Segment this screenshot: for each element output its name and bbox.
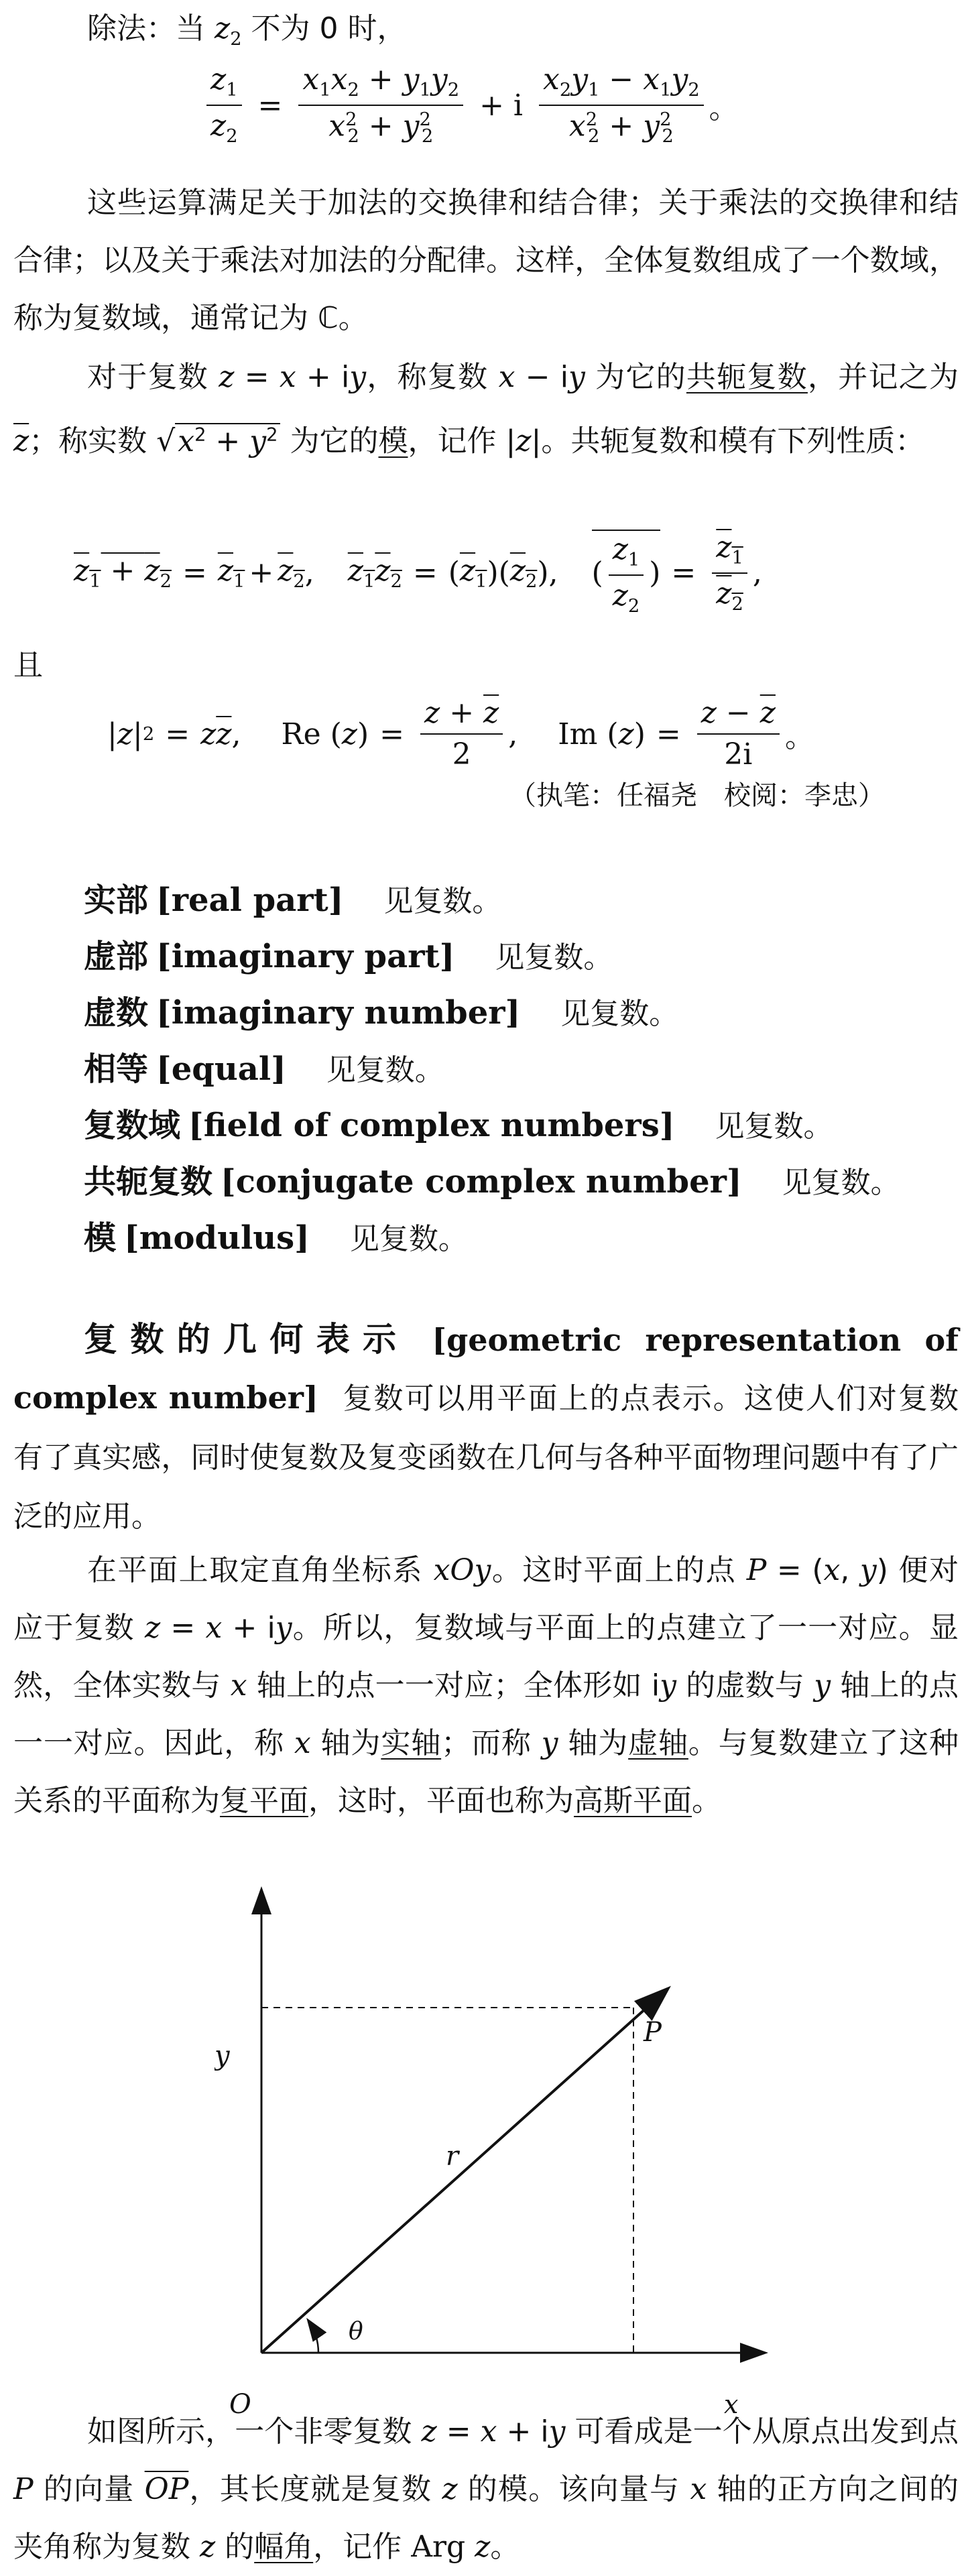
modulus-formula: | z | 2 = z $\overline{z}$ , Re ( z ) = $\frac{z + \overline{z}}{2}$ , Im ( z ) = $\frac{z - \overline{z}}{2i}$ 。 <box>107 696 814 772</box>
label-r: r <box>446 2141 459 2172</box>
division-intro: 除法：当 $z_2$ 不为 0 时， <box>87 11 407 50</box>
conjugate-term: 共轭复数 <box>686 360 808 394</box>
vector-paragraph: 如图所示，一个非零复数 z = x + iy 可看成是一个从原点出发到点 P 的向量 $\overline{OP}$，其长度就是复数 z 的模。该向量与 x 轴的正方向之间的夹角称为复数 z 的幅角，记作 Arg z。 <box>13 2414 959 2564</box>
plane-paragraph: 在平面上取定直角坐标系 xOy。这时平面上的点 P = (x, y) 便对应于复数 z = x + iy。所以，复数域与平面上的点建立了一一对应。显然，全体实数与 x 轴上的点一一对应；全体形如 iy 的虚数与 y 轴上的点一一对应。因此，称 x 轴为实轴；而称 y 轴为虚轴。与复数建立了这种关系的平面称为复平面，这时，平面也称为高斯平面。 <box>13 1553 959 1818</box>
term-modulus: 模 [modulus] 见复数。 <box>84 1219 468 1257</box>
conjugate-paragraph: 对于复数 z = x + iy，称复数 x − iy 为它的共轭复数，并记之为 $\overline{z}$；称实数 $√x^2 + y^2$ 为它的模，记作 |z|。共轭复数和模有下列性质： <box>13 360 959 458</box>
geometric-heading-en: [geometric representation of complex number] <box>13 1322 959 1416</box>
label-x: x <box>724 2390 739 2419</box>
imaginary-axis-term: 虚轴 <box>628 1726 688 1760</box>
real-axis-term: 实轴 <box>381 1726 442 1760</box>
term-field-of-complex-numbers: 复数域 [field of complex numbers] 见复数。 <box>84 1107 833 1144</box>
geometric-heading-zh: 复数的几何表示 <box>84 1320 410 1359</box>
term-imaginary-number: 虚数 [imaginary number] 见复数。 <box>84 994 679 1032</box>
and-word: 且 <box>13 648 43 682</box>
term-real-part: 实部 [real part] 见复数。 <box>84 881 502 919</box>
gauss-plane-term: 高斯平面 <box>574 1784 692 1818</box>
label-y: y <box>215 2040 230 2071</box>
argument-term: 幅角 <box>254 2530 314 2564</box>
division-formula: $\frac{z_1}{z_2}$ = $\frac{x_1x_2 + y_1y_2}{x^2_2 + y^2_2}$ + i $\frac{x_2y_1 - x_1y_2}{x^2_2 + y^2_2}$ 。 <box>201 64 739 147</box>
conjugate-properties-formula: $z_1 + z_2$ = $z_1$ + $z_2$ , $z_1z_2$ = ( $z_1$ )( $z_2$ ), ( $\frac{z_1}{z_2}$ ) = $\frac{z_1}{z_2}$ , <box>74 530 762 617</box>
theta-arc <box>308 2321 318 2353</box>
field-paragraph: 这些运算满足关于加法的交换律和结合律；关于乘法的交换律和结合律；以及关于乘法对加法的分配律。这样，全体复数组成了一个数域，称为复数域，通常记为 ℂ。 <box>13 186 959 335</box>
complex-plane-figure <box>215 1884 791 2420</box>
vector-op <box>261 1989 667 2353</box>
term-conjugate-complex-number: 共轭复数 [conjugate complex number] 见复数。 <box>84 1163 900 1201</box>
author-credit: （执笔：任福尧 校阅：李忠） <box>509 780 885 811</box>
label-o: O <box>229 2389 251 2420</box>
term-equal: 相等 [equal] 见复数。 <box>84 1050 444 1088</box>
label-p: P <box>644 2017 662 2048</box>
modulus-term: 模 <box>378 424 408 458</box>
complex-plane-term: 复平面 <box>220 1784 308 1818</box>
label-theta: θ <box>349 2318 363 2345</box>
geometric-representation-entry: 复数的几何表示 [geometric representation of complex number] 复数可以用平面上的点表示。这使人们对复数有了真实感，同时使复数及复变函数在几何与各种平面物理问题中有了广泛的应用。 <box>13 1320 959 1534</box>
term-imaginary-part: 虚部 [imaginary part] 见复数。 <box>84 938 613 975</box>
